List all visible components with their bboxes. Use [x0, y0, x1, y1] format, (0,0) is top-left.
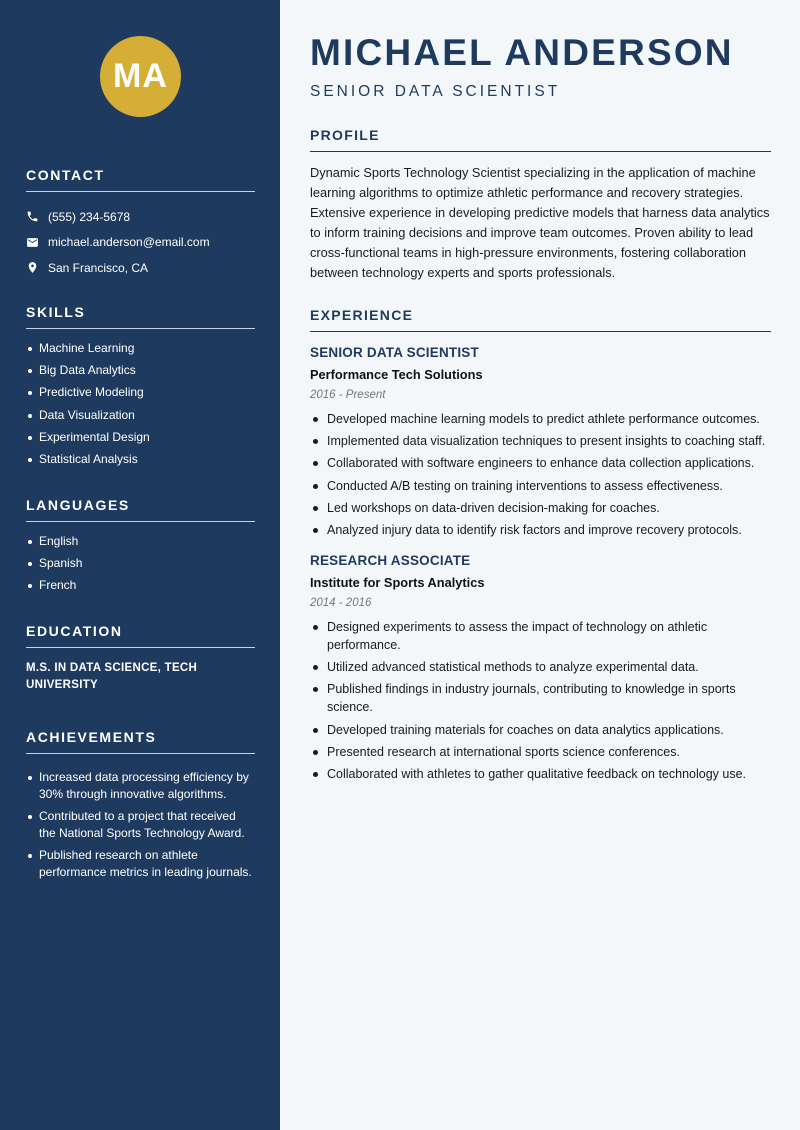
sidebar: [0, 0, 280, 1130]
skills-section: [26, 304, 255, 473]
languages-section: [26, 497, 255, 600]
education-degree: M.S. IN DATA SCIENCE, TECH UNIVERSITY: [26, 662, 198, 691]
list-item: Collaborated with athletes to gather qualitative feedback on technology use.: [310, 765, 771, 783]
experience-section: [310, 307, 771, 787]
avatar: MA: [100, 36, 181, 117]
job-title: RESEARCH ASSOCIATE: [310, 552, 471, 568]
mail-icon: [26, 236, 39, 249]
achievements-list: [26, 769, 255, 881]
job-bullets: [310, 618, 771, 783]
experience-heading: EXPERIENCE: [310, 307, 771, 332]
job-company: Performance Tech Solutions: [310, 367, 483, 382]
job-title: SENIOR DATA SCIENTIST: [310, 345, 479, 360]
list-item: Contributed to a project that received the National Sports Technology Award.: [26, 808, 255, 842]
list-item: Implemented data visualization techniques to present insights to coaching staff.: [310, 432, 771, 450]
list-item: Led workshops on data-driven decision-making for coaches.: [310, 499, 771, 517]
list-item: Published research on athlete performance metrics in leading journals.: [26, 847, 255, 881]
list-item: Conducted A/B testing on training interventions to assess effectiveness.: [310, 477, 771, 495]
list-item: Spanish: [26, 555, 255, 572]
contact-phone: [26, 204, 255, 230]
list-item: English: [26, 533, 255, 550]
profile-heading: PROFILE: [310, 127, 771, 152]
job-dates: 2016 - Present: [310, 389, 386, 401]
list-item: Analyzed injury data to identify risk factors and improve recovery protocols.: [310, 521, 771, 539]
list-item: Increased data processing efficiency by 30% through innovative algorithms.: [26, 769, 255, 803]
list-item: Data Visualization: [26, 407, 255, 424]
location-pin-icon: [26, 261, 39, 274]
candidate-role: SENIOR DATA SCIENTIST: [310, 83, 561, 100]
contact-email: [26, 230, 255, 256]
contact-location: [26, 255, 255, 281]
education-section: [26, 623, 255, 694]
skills-list: [26, 340, 255, 468]
phone-icon: [26, 210, 39, 223]
list-item: Machine Learning: [26, 340, 255, 357]
job-entry: [310, 345, 771, 539]
profile-text: Dynamic Sports Technology Scientist specializing in the application of machine learning algorithms to optimize athletic performance and recovery strategies. Extensive experience in developing predictive models that harness data analytics to inform training decisions and improve team outcomes. Proven ability to lead cross-functional teams in high-pressure environments, fostering collaboration between technology experts and sports professionals.: [310, 165, 770, 280]
list-item: French: [26, 577, 255, 594]
achievements-heading: ACHIEVEMENTS: [26, 729, 255, 754]
list-item: Experimental Design: [26, 429, 255, 446]
job-company: Institute for Sports Analytics: [310, 574, 485, 590]
skills-heading: SKILLS: [26, 304, 255, 329]
list-item: Designed experiments to assess the impact of technology on athletic performance.: [310, 618, 771, 654]
job-bullets: [310, 410, 771, 539]
achievements-section: [26, 729, 255, 886]
job-dates: 2014 - 2016: [310, 596, 372, 609]
list-item: Utilized advanced statistical methods to analyze experimental data.: [310, 658, 771, 676]
phone-text: (555) 234-5678: [48, 209, 131, 224]
profile-section: [310, 127, 771, 283]
list-item: Presented research at international sports science conferences.: [310, 743, 771, 761]
list-item: Collaborated with software engineers to enhance data collection applications.: [310, 454, 771, 472]
list-item: Published findings in industry journals, contributing to knowledge in sports science.: [310, 680, 771, 716]
list-item: Developed training materials for coaches on data analytics applications.: [310, 721, 771, 739]
job-entry: [310, 553, 771, 783]
list-item: Predictive Modeling: [26, 384, 255, 401]
list-item: Big Data Analytics: [26, 362, 255, 379]
education-heading: EDUCATION: [26, 623, 255, 648]
candidate-name: MICHAEL ANDERSON: [310, 32, 734, 73]
contact-heading: CONTACT: [26, 167, 255, 192]
contact-section: [26, 167, 255, 281]
languages-heading: LANGUAGES: [26, 497, 255, 522]
list-item: Developed machine learning models to predict athlete performance outcomes.: [310, 410, 771, 428]
languages-list: [26, 533, 255, 594]
location-text: San Francisco, CA: [48, 260, 149, 275]
list-item: Statistical Analysis: [26, 451, 255, 468]
contact-list: [26, 204, 255, 281]
email-text: michael.anderson@email.com: [48, 235, 210, 250]
